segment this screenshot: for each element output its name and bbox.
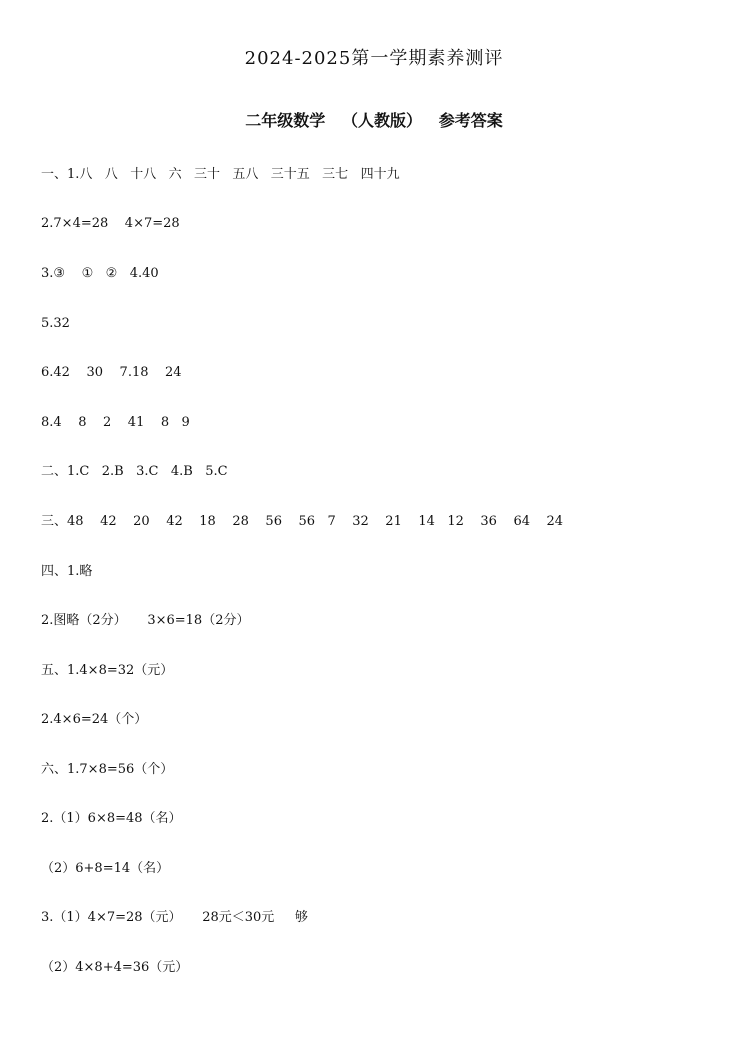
- answer-line: 5.32: [41, 316, 70, 331]
- answer-line: 6.42 30 7.18 24: [41, 365, 182, 380]
- answer-line: 3.（1）4×7=28（元） 28元＜30元 够: [41, 910, 308, 925]
- answer-line: （2）4×8+4=36（元）: [41, 960, 189, 975]
- answer-line: 2.图略（2分） 3×6=18（2分）: [41, 613, 250, 628]
- answer-line: 3.③ ① ② 4.40: [41, 266, 159, 281]
- answer-line: 五、1.4×8=32（元）: [41, 663, 174, 678]
- answer-line: 2.7×4=28 4×7=28: [41, 216, 180, 231]
- answer-line: （2）6+8=14（名）: [41, 861, 170, 876]
- answer-line: 二、1.C 2.B 3.C 4.B 5.C: [41, 464, 228, 479]
- document-subtitle: 二年级数学 （人教版） 参考答案: [245, 111, 503, 130]
- answer-line: 一、1.八 八 十八 六 三十 五八 三十五 三七 四十九: [41, 167, 400, 182]
- answer-line: 六、1.7×8=56（个）: [41, 762, 174, 777]
- answer-line: 8.4 8 2 41 8 9: [41, 415, 190, 430]
- answer-line: 2.（1）6×8=48（名）: [41, 811, 182, 826]
- document-title: 2024-2025第一学期素养测评: [244, 48, 504, 69]
- answer-line: 2.4×6=24（个）: [41, 712, 148, 727]
- answer-line: 三、48 42 20 42 18 28 56 56 7 32 21 14 12 36 64 24: [41, 514, 564, 529]
- answer-line: 四、1.略: [41, 564, 93, 579]
